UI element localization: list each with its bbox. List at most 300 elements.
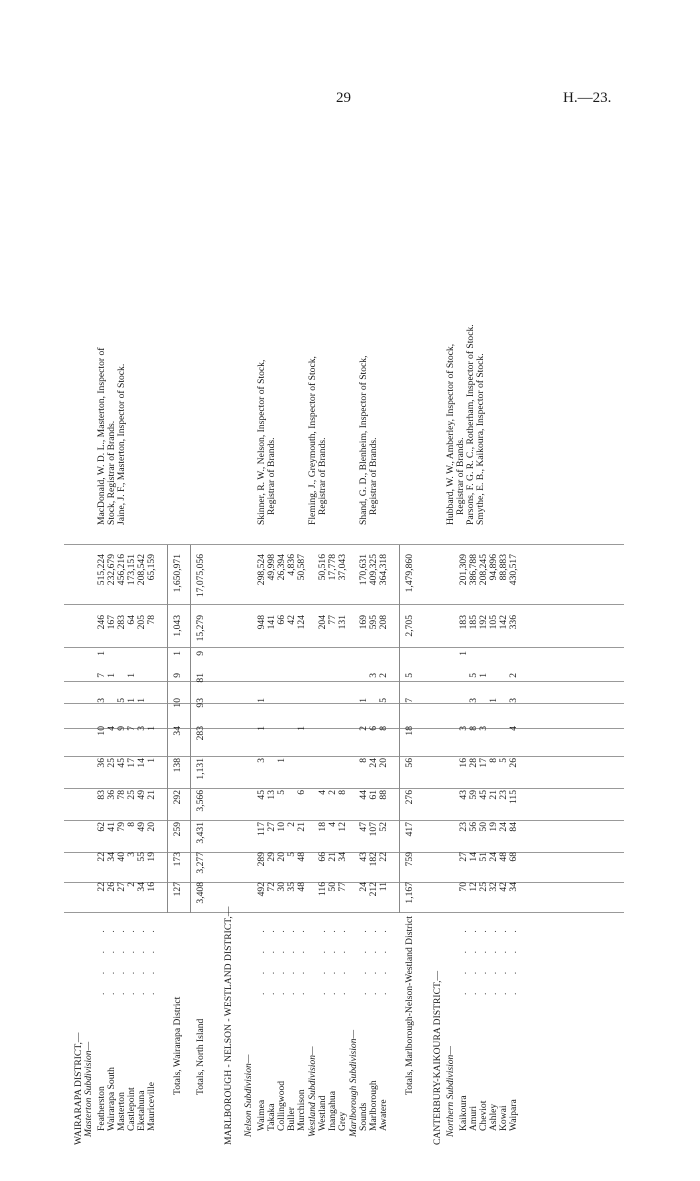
row-label: Grey [337, 1111, 348, 1131]
cell-col-2: 3 [126, 852, 137, 857]
cell-col-6: 10 [96, 726, 107, 736]
cell-col-10: 1,043 [172, 615, 183, 637]
remark-line: Hubbard, W. W., Amberley, Inspector of Stock, [445, 343, 456, 525]
cell-col-5: 36 [96, 758, 107, 768]
total-rule [190, 545, 191, 913]
cell-col-8: 2 [508, 673, 519, 678]
cell-col-10: 283 [116, 615, 127, 630]
cell-col-8: 2 [378, 673, 389, 678]
remark-line: Registrar of Brands. [455, 437, 466, 515]
cell-col-10: 169 [358, 615, 369, 630]
cell-col-1: 34 [136, 882, 147, 892]
row-label: Cheviot [478, 1100, 489, 1131]
cell-col-1: 212 [368, 882, 379, 897]
row-label: Totals, North Island [195, 1018, 206, 1095]
cell-col-5: 28 [468, 758, 479, 768]
cell-col-8: 81 [195, 673, 206, 683]
cell-col-11: 201,309 [458, 554, 469, 586]
page-number: 29 [336, 90, 351, 106]
cell-col-3: 49 [136, 822, 147, 832]
cell-col-10: 42 [286, 615, 297, 625]
cell-col-1: 50 [327, 882, 338, 892]
cell-col-3: 56 [468, 822, 479, 832]
total-rule [167, 545, 168, 913]
cell-col-10: 205 [136, 615, 147, 630]
cell-col-1: 26 [106, 882, 117, 892]
row-label: Waipara [508, 1099, 519, 1131]
cell-col-10: 105 [488, 615, 499, 630]
cell-col-4: 61 [368, 790, 379, 800]
leader-dots: . . . . [136, 922, 147, 995]
cell-col-9: 9 [195, 651, 206, 656]
cell-col-1: 77 [337, 882, 348, 892]
cell-col-7: 5 [116, 698, 127, 703]
cell-col-11: 50,587 [296, 554, 307, 581]
cell-col-11: 515,224 [96, 554, 107, 586]
leader-dots: . . . . [508, 922, 519, 995]
leader-dots: . . . . [378, 922, 389, 995]
cell-col-6: 9 [116, 726, 127, 731]
cell-col-4: 45 [256, 790, 267, 800]
cell-col-11: 208,245 [478, 554, 489, 586]
row-label: WAIRARAPA DISTRICT,— [73, 1032, 84, 1145]
cell-col-2: 48 [498, 852, 509, 862]
cell-col-3: 79 [116, 822, 127, 832]
leader-dots: . . . . [317, 922, 328, 995]
row-label: Castlepoint [126, 1087, 137, 1131]
cell-col-3: 50 [478, 822, 489, 832]
cell-col-8: 5 [468, 673, 479, 678]
cell-col-5: 24 [368, 758, 379, 768]
cell-col-6: 2 [358, 726, 369, 731]
row-label: Totals, Marlborough-Nelson-Westland District [404, 916, 415, 1095]
cell-col-5: 1 [276, 758, 287, 763]
row-label: Mauriceville [146, 1081, 157, 1131]
leader-dots: . . . . [327, 922, 338, 995]
cell-col-3: 3,431 [195, 822, 206, 844]
cell-col-4: 2 [327, 790, 338, 795]
cell-col-7: 3 [508, 698, 519, 703]
cell-col-3: 47 [358, 822, 369, 832]
cell-col-8: 1 [478, 673, 489, 678]
cell-col-2: 51 [478, 852, 489, 862]
cell-col-3: 62 [96, 822, 107, 832]
cell-col-3: 27 [266, 822, 277, 832]
cell-col-1: 116 [317, 882, 328, 897]
cell-col-2: 14 [468, 852, 479, 862]
cell-col-4: 78 [116, 790, 127, 800]
leader-dots: . . . . [116, 922, 127, 995]
total-row [405, 115, 415, 1145]
row-label: Featherston [96, 1086, 107, 1131]
cell-col-9: 1 [172, 651, 183, 656]
cell-col-4: 45 [478, 790, 489, 800]
row-label: Buller [286, 1107, 297, 1131]
row-label: Nelson Subdivision— [243, 1054, 254, 1137]
leader-dots: . . . . [146, 922, 157, 995]
cell-col-6: 3 [478, 726, 489, 731]
row-label: Wairarapa South [106, 1067, 117, 1131]
leader-dots: . . . . [276, 922, 287, 995]
cell-col-6: 4 [106, 726, 117, 731]
cell-col-1: 32 [488, 882, 499, 892]
cell-col-3: 107 [368, 822, 379, 837]
cell-col-3: 10 [276, 822, 287, 832]
cell-col-11: 173,151 [126, 554, 137, 586]
remark-line: Skinner, R. W., Nelson, Inspector of Stock, [256, 359, 267, 525]
cell-col-10: 183 [458, 615, 469, 630]
row-label: Totals, Wairarapa District [172, 996, 183, 1095]
cell-col-9: 1 [96, 651, 107, 656]
cell-col-7: 1 [488, 698, 499, 703]
leader-dots: . . . . [106, 922, 117, 995]
cell-col-1: 34 [508, 882, 519, 892]
leader-dots: . . . . [488, 922, 499, 995]
leader-dots: . . . . [296, 922, 307, 995]
cell-col-2: 27 [458, 852, 469, 862]
cell-col-1: 22 [96, 882, 107, 892]
cell-col-10: 595 [368, 615, 379, 630]
cell-col-11: 409,325 [368, 554, 379, 586]
cell-col-6: 1 [256, 726, 267, 731]
cell-col-2: 24 [488, 852, 499, 862]
row-label: Takaka [266, 1103, 277, 1131]
cell-col-3: 18 [317, 822, 328, 832]
cell-col-1: 72 [266, 882, 277, 892]
cell-col-10: 167 [106, 615, 117, 630]
cell-col-7: 1 [126, 698, 137, 703]
cell-col-2: 66 [317, 852, 328, 862]
cell-col-3: 2 [286, 822, 297, 827]
cell-col-1: 35 [286, 882, 297, 892]
cell-col-2: 34 [106, 852, 117, 862]
cell-col-3: 117 [256, 822, 267, 837]
cell-col-4: 25 [126, 790, 137, 800]
cell-col-4: 13 [266, 790, 277, 800]
cell-col-2: 55 [136, 852, 147, 862]
cell-col-2: 40 [116, 852, 127, 862]
cell-col-5: 8 [358, 758, 369, 763]
cell-col-6: 18 [404, 726, 415, 736]
cell-col-10: 141 [266, 615, 277, 630]
cell-col-1: 42 [498, 882, 509, 892]
cell-col-3: 23 [458, 822, 469, 832]
cell-col-3: 21 [296, 822, 307, 832]
cell-col-11: 37,043 [337, 554, 348, 581]
cell-col-8: 1 [126, 673, 137, 678]
cell-col-2: 19 [146, 852, 157, 862]
cell-col-10: 246 [96, 615, 107, 630]
cell-col-11: 364,318 [378, 554, 389, 586]
cell-col-10: 124 [296, 615, 307, 630]
row-label: Ashley [488, 1103, 499, 1131]
section-heading [84, 115, 94, 1145]
cell-col-1: 27 [116, 882, 127, 892]
section-heading [224, 115, 234, 1145]
cell-col-11: 1,650,971 [172, 554, 183, 593]
cell-col-10: 192 [478, 615, 489, 630]
cell-col-9: 1 [458, 651, 469, 656]
leader-dots: . . . . [96, 922, 107, 995]
leader-dots: . . . . [126, 922, 137, 995]
cell-col-4: 5 [276, 790, 287, 795]
cell-col-5: 25 [106, 758, 117, 768]
cell-col-2: 173 [172, 852, 183, 867]
total-rule [399, 545, 400, 913]
cell-col-1: 1,167 [404, 882, 415, 904]
cell-col-5: 16 [458, 758, 469, 768]
row-label: Eketahuna [136, 1090, 147, 1131]
remark-line: Stock, Registrar of Brands. [106, 420, 117, 525]
cell-col-1: 70 [458, 882, 469, 892]
cell-col-11: 232,679 [106, 554, 117, 586]
cell-col-10: 77 [327, 615, 338, 625]
cell-col-6: 1 [296, 726, 307, 731]
cell-col-4: 3,566 [195, 790, 206, 812]
row-label: Waimea [256, 1099, 267, 1131]
cell-col-2: 34 [337, 852, 348, 862]
remark-line: Parsons, F. G. R. C., Rotherham, Inspector of Stock. [465, 324, 476, 525]
cell-col-3: 19 [488, 822, 499, 832]
cell-col-3: 84 [508, 822, 519, 832]
rotated-stock-table [64, 115, 624, 1145]
cell-col-4: 49 [136, 790, 147, 800]
cell-col-6: 3 [458, 726, 469, 731]
remark-line: Shand, G. D., Blenheim, Inspector of Stock, [358, 355, 369, 525]
cell-col-7: 1 [256, 698, 267, 703]
cell-col-10: 66 [276, 615, 287, 625]
row-label: Westland Subdivision— [307, 1046, 318, 1137]
cell-col-8: 9 [172, 673, 183, 678]
cell-col-10: 78 [146, 615, 157, 625]
cell-col-5: 56 [404, 758, 415, 768]
cell-col-1: 30 [276, 882, 287, 892]
remark-line: Registrar of Brands. [368, 437, 379, 515]
row-label: Kaikoura [458, 1095, 469, 1131]
cell-col-11: 65,159 [146, 554, 157, 581]
inspector-remark [97, 125, 127, 525]
remark-line: Registrar of Brands. [317, 437, 328, 515]
inspector-remark [359, 125, 379, 525]
cell-col-4: 21 [146, 790, 157, 800]
row-label: Amuri [468, 1105, 479, 1131]
cell-col-11: 17,778 [327, 554, 338, 581]
cell-col-1: 12 [468, 882, 479, 892]
cell-col-2: 68 [508, 852, 519, 862]
cell-col-2: 43 [358, 852, 369, 862]
cell-col-7: 3 [96, 698, 107, 703]
cell-col-1: 2 [126, 882, 137, 887]
cell-col-10: 208 [378, 615, 389, 630]
cell-col-4: 36 [106, 790, 117, 800]
row-label: Masterton [116, 1092, 127, 1131]
cell-col-3: 259 [172, 822, 183, 837]
cell-col-8: 7 [96, 673, 107, 678]
row-label: Awatere [378, 1099, 389, 1131]
row-label: MARLBOROUGH - NELSON - WESTLAND DISTRICT,— [223, 906, 234, 1145]
cell-col-2: 21 [327, 852, 338, 862]
cell-col-10: 948 [256, 615, 267, 630]
cell-col-10: 336 [508, 615, 519, 630]
cell-col-4: 292 [172, 790, 183, 805]
cell-col-11: 1,479,860 [404, 554, 415, 593]
cell-col-1: 127 [172, 882, 183, 897]
table-row [509, 115, 519, 1145]
cell-col-10: 64 [126, 615, 137, 625]
cell-col-4: 8 [337, 790, 348, 795]
cell-col-4: 88 [378, 790, 389, 800]
row-label: Westland [317, 1095, 328, 1131]
cell-col-11: 208,542 [136, 554, 147, 586]
section-heading [74, 115, 84, 1145]
cell-col-11: 456,216 [116, 554, 127, 586]
cell-col-2: 3,277 [195, 852, 206, 874]
cell-col-1: 492 [256, 882, 267, 897]
table-row [297, 115, 307, 1145]
section-heading [244, 115, 254, 1145]
row-label: Collingwood [276, 1080, 287, 1131]
leader-dots: . . . . [337, 922, 348, 995]
leader-dots: . . . . [478, 922, 489, 995]
row-label: Masterton Subdivision— [83, 1041, 94, 1137]
cell-col-2: 20 [276, 852, 287, 862]
cell-col-11: 17,075,056 [195, 554, 206, 598]
cell-col-3: 24 [498, 822, 509, 832]
cell-col-3: 417 [404, 822, 415, 837]
cell-col-11: 298,524 [256, 554, 267, 586]
cell-col-2: 5 [286, 852, 297, 857]
cell-col-8: 5 [404, 673, 415, 678]
cell-col-1: 48 [296, 882, 307, 892]
cell-col-5: 138 [172, 758, 183, 773]
cell-col-1: 11 [378, 882, 389, 892]
inspector-remark [257, 125, 277, 525]
cell-col-11: 26,394 [276, 554, 287, 581]
cell-col-7: 3 [468, 698, 479, 703]
table-row [379, 115, 389, 1145]
cell-col-1: 16 [146, 882, 157, 892]
cell-col-5: 1 [146, 758, 157, 763]
remark-line: Jaine, J. F., Masterton, Inspector of Stock. [116, 363, 127, 525]
cell-col-5: 1,131 [195, 758, 206, 780]
cell-col-5: 45 [116, 758, 127, 768]
cell-col-6: 8 [378, 726, 389, 731]
row-label: Marlborough [368, 1080, 379, 1131]
cell-col-5: 17 [126, 758, 137, 768]
cell-col-3: 41 [106, 822, 117, 832]
leader-dots: . . . . [266, 922, 277, 995]
cell-col-5: 5 [498, 758, 509, 763]
remark-line: MacDonald, W. D. L., Masterton, Inspector of [96, 347, 107, 525]
leader-dots: . . . . [286, 922, 297, 995]
cell-col-3: 12 [337, 822, 348, 832]
cell-col-4: 6 [296, 790, 307, 795]
cell-col-2: 48 [296, 852, 307, 862]
cell-col-2: 759 [404, 852, 415, 867]
cell-col-5: 14 [136, 758, 147, 768]
cell-col-6: 7 [126, 726, 137, 731]
cell-col-11: 49,998 [266, 554, 277, 581]
cell-col-6: 3 [136, 726, 147, 731]
cell-col-4: 44 [358, 790, 369, 800]
table-row [338, 115, 348, 1145]
cell-col-7: 1 [136, 698, 147, 703]
leader-dots: . . . . [256, 922, 267, 995]
cell-col-7: 5 [378, 698, 389, 703]
cell-col-4: 115 [508, 790, 519, 805]
cell-col-11: 430,517 [508, 554, 519, 586]
cell-col-11: 50,516 [317, 554, 328, 581]
row-label: Northern Subdivision— [445, 1046, 456, 1137]
cell-col-10: 2,705 [404, 615, 415, 637]
leader-dots: . . . . [458, 922, 469, 995]
section-heading [433, 115, 443, 1145]
cell-col-6: 34 [172, 726, 183, 736]
cell-col-10: 15,279 [195, 615, 206, 642]
remark-line: Smythe, E. B., Kaikoura, Inspector of Stock. [475, 353, 486, 525]
cell-col-6: 8 [468, 726, 479, 731]
row-label: Marlborough Subdivision— [348, 1029, 359, 1137]
leader-dots: . . . . [358, 922, 369, 995]
cell-col-2: 22 [96, 852, 107, 862]
cell-col-11: 386,788 [468, 554, 479, 586]
remark-line: Registrar of Brands. [266, 437, 277, 515]
cell-col-10: 204 [317, 615, 328, 630]
remark-line: Fleming, J., Greymouth, Inspector of Stock, [307, 356, 318, 525]
total-row [196, 115, 206, 1145]
total-row [173, 115, 183, 1145]
cell-col-5: 20 [378, 758, 389, 768]
leader-dots: . . . . [498, 922, 509, 995]
cell-col-8: 3 [368, 673, 379, 678]
cell-col-11: 4,836 [286, 554, 297, 576]
cell-col-7: 93 [195, 698, 206, 708]
cell-col-3: 52 [378, 822, 389, 832]
cell-col-6: 4 [508, 726, 519, 731]
cell-col-5: 3 [256, 758, 267, 763]
cell-col-7: 7 [404, 698, 415, 703]
table-row [147, 115, 157, 1145]
cell-col-6: 1 [146, 726, 157, 731]
cell-col-1: 25 [478, 882, 489, 892]
row-label: Inangahua [327, 1091, 338, 1131]
cell-col-4: 23 [498, 790, 509, 800]
cell-col-4: 83 [96, 790, 107, 800]
cell-col-2: 182 [368, 852, 379, 867]
cell-col-6: 6 [368, 726, 379, 731]
cell-col-3: 8 [126, 822, 137, 827]
cell-col-2: 29 [266, 852, 277, 862]
cell-col-7: 1 [358, 698, 369, 703]
cell-col-4: 59 [468, 790, 479, 800]
cell-col-8: 1 [106, 673, 117, 678]
inspector-remark [446, 125, 486, 525]
cell-col-4: 21 [488, 790, 499, 800]
cell-col-3: 20 [146, 822, 157, 832]
cell-col-5: 17 [478, 758, 489, 768]
cell-col-10: 131 [337, 615, 348, 630]
cell-col-10: 185 [468, 615, 479, 630]
row-label: Kowai [498, 1105, 509, 1131]
cell-col-2: 289 [256, 852, 267, 867]
cell-col-4: 276 [404, 790, 415, 805]
cell-col-6: 283 [195, 726, 206, 741]
page-code: H.—23. [563, 90, 612, 106]
cell-col-1: 24 [358, 882, 369, 892]
row-label: CANTERBURY-KAIKOURA DISTRICT,— [432, 970, 443, 1145]
row-label: Sounds [358, 1102, 369, 1131]
cell-col-10: 142 [498, 615, 509, 630]
